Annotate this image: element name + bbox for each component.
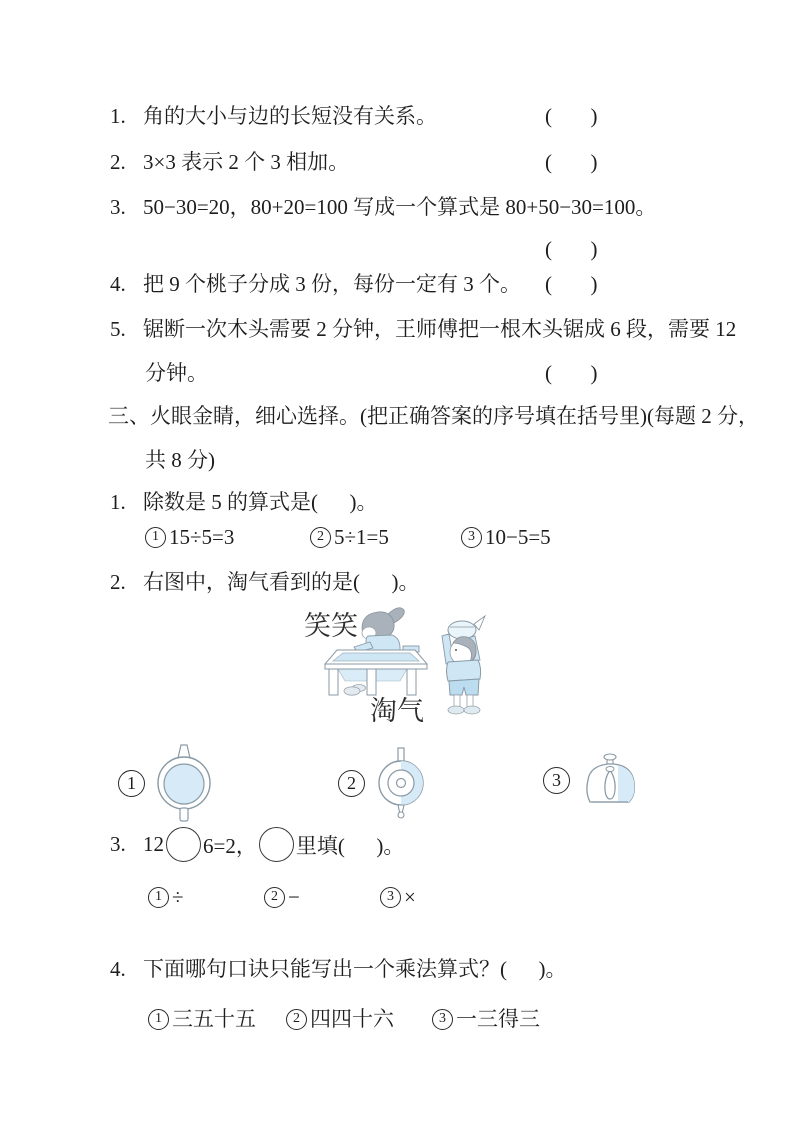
tf-answer-blank-3: ( ) — [545, 237, 599, 261]
teapot-front-icon — [574, 750, 646, 810]
boy-shoe — [448, 706, 464, 714]
question-text-part2: 6=2， — [203, 833, 257, 858]
choice-4-option-2 — [286, 1006, 394, 1032]
question-number: 3. — [110, 195, 126, 219]
table-leg — [367, 669, 376, 695]
option-text: 10−5=5 — [485, 525, 551, 549]
scene-svg — [296, 602, 506, 734]
question-text: 右图中，淘气看到的是( )。 — [143, 570, 420, 594]
option-text: ÷ — [172, 885, 184, 909]
choice-3-option-1 — [148, 884, 184, 910]
question-text: 角的大小与边的长短没有关系。 — [143, 104, 437, 128]
question-number: 2. — [110, 150, 126, 174]
tf-answer-blank-1: ( ) — [545, 104, 599, 128]
option-text: 一三得三 — [456, 1007, 540, 1031]
perspective-scene-illustration — [296, 602, 506, 734]
question-number: 5. — [110, 317, 126, 341]
option-text: 三五十五 — [172, 1007, 256, 1031]
table-leg — [407, 669, 416, 695]
option-number-badge: 1 — [148, 887, 169, 908]
choice-question-2 — [110, 567, 420, 597]
option-text: 四四十六 — [310, 1007, 394, 1031]
tf-question-2 — [110, 147, 349, 177]
boy-eye — [455, 649, 457, 651]
boy-shorts — [449, 679, 479, 695]
option-text: 15÷5=3 — [169, 525, 235, 549]
tf-answer-blank-2: ( ) — [545, 150, 599, 174]
question-text: 除数是 5 的算式是( )。 — [143, 490, 378, 514]
table-top-panel — [333, 653, 419, 661]
question-text: 3×3 表示 2 个 3 相加。 — [143, 150, 350, 174]
table-apron — [325, 664, 427, 669]
option-number-badge: 2 — [264, 887, 285, 908]
option-number-badge: 1 — [118, 770, 145, 797]
boy-shirt — [447, 660, 481, 681]
tf-answer-blank-5: ( ) — [545, 361, 599, 385]
tf-question-5-line1 — [110, 314, 736, 344]
choice-1-option-2 — [310, 524, 389, 550]
choice-question-1 — [110, 487, 378, 517]
boy-shoe — [464, 706, 480, 714]
option-number-badge: 2 — [286, 1009, 307, 1030]
boy-leg — [467, 695, 473, 707]
question-number: 4. — [110, 957, 126, 981]
question-text-part3: 里填( )。 — [295, 833, 405, 858]
option-number-badge: 1 — [145, 527, 166, 548]
operator-circle-blank-1 — [166, 827, 201, 862]
teapot-option-2 — [338, 746, 433, 820]
tf-question-3 — [110, 192, 656, 222]
section-header-line2: 共 8 分) — [145, 448, 215, 472]
girl-shoe — [344, 687, 360, 695]
question-number: 1. — [110, 490, 126, 514]
option-text: 5÷1=5 — [334, 525, 389, 549]
choice-3-option-3 — [380, 884, 416, 910]
teapot-top-open-icon — [149, 743, 219, 823]
option-number-badge: 2 — [338, 770, 365, 797]
option-number-badge: 1 — [148, 1009, 169, 1030]
question-text-part1: 12 — [143, 832, 164, 856]
choice-question-3 — [110, 827, 404, 862]
question-number: 1. — [110, 104, 126, 128]
boy-leg — [454, 695, 460, 707]
tf-question-5-line2: 分钟。 — [145, 361, 208, 385]
teapot-top-lid-icon — [369, 746, 433, 820]
option-number-badge: 3 — [432, 1009, 453, 1030]
choice-question-4 — [110, 954, 567, 984]
option-number-badge: 3 — [380, 887, 401, 908]
choice-4-option-3 — [432, 1006, 540, 1032]
tf-question-1 — [110, 101, 437, 131]
option-text: × — [404, 885, 416, 909]
choice-3-option-2 — [264, 884, 300, 910]
section-header-line1: 三、火眼金睛，细心选择。(把正确答案的序号填在括号里)(每题 2 分， — [108, 404, 759, 428]
question-number: 2. — [110, 570, 126, 594]
option-text: − — [288, 885, 300, 909]
label-xiaoxiao: 笑笑 — [304, 611, 358, 641]
choice-4-option-1 — [148, 1006, 256, 1032]
question-text: 锯断一次木头需要 2 分钟，王师傅把一根木头锯成 6 段，需要 12 — [143, 317, 737, 341]
table-leg — [329, 669, 338, 695]
tf-answer-blank-4: ( ) — [545, 272, 599, 296]
question-number: 3. — [110, 832, 126, 856]
teapot-option-1 — [118, 743, 219, 823]
teapot-option-3 — [543, 750, 646, 810]
option-number-badge: 3 — [461, 527, 482, 548]
question-text: 把 9 个桃子分成 3 份，每份一定有 3 个。 — [143, 272, 521, 296]
option-number-badge: 3 — [543, 767, 570, 794]
question-text: 50−30=20，80+20=100 写成一个算式是 80+50−30=100。 — [143, 195, 657, 219]
question-text: 下面哪句口诀只能写出一个乘法算式？( )。 — [143, 957, 567, 981]
question-number: 4. — [110, 272, 126, 296]
choice-1-option-3 — [461, 524, 551, 550]
choice-1-option-1 — [145, 524, 234, 550]
operator-circle-blank-2 — [259, 827, 294, 862]
tf-question-4 — [110, 269, 521, 299]
label-taoqi: 淘气 — [370, 696, 424, 726]
option-number-badge: 2 — [310, 527, 331, 548]
